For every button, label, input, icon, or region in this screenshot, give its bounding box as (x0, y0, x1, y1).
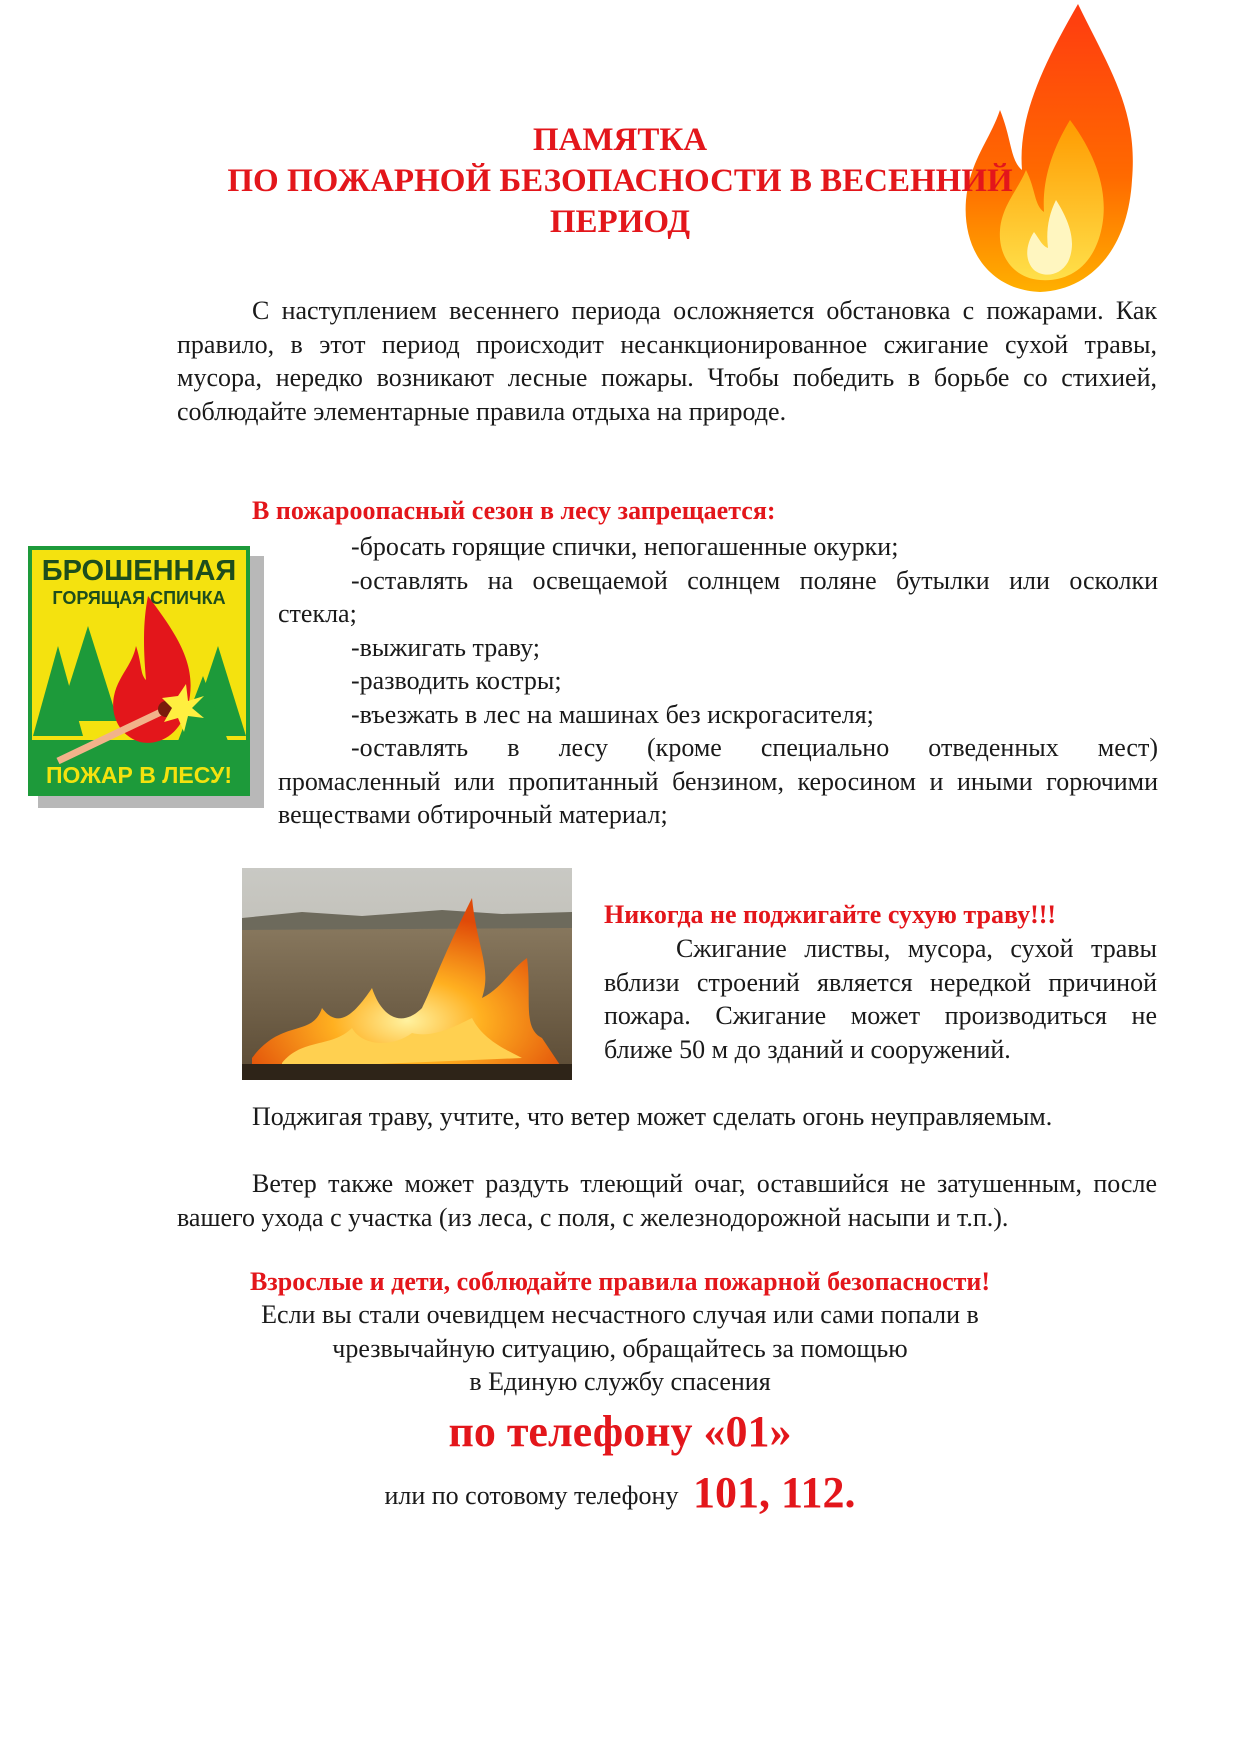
contact-line-2: чрезвычайную ситуацию, обращайтесь за помощью (332, 1333, 908, 1363)
poster-bottom-text: ПОЖАР В ЛЕСУ! (46, 762, 232, 788)
title-line-2: ПО ПОЖАРНОЙ БЕЗОПАСНОСТИ В ВЕСЕННИЙ (227, 163, 1013, 199)
list-item: -бросать горящие спички, непогашенные окурки; (351, 532, 899, 561)
cell-phone-line (160, 1468, 1080, 1521)
list-item: -въезжать в лес на машинах без искрогасителя; (351, 699, 874, 729)
poster-title-2: ГОРЯЩАЯ СПИЧКА (52, 588, 226, 608)
appeal-heading: Взрослые и дети, соблюдайте правила пожарной безопасности! (249, 1267, 991, 1296)
list-item: -разводить костры; (351, 666, 562, 695)
list-item: промасленный или пропитанный бензином, керосином и иными горючими веществами обтирочный материал; (278, 766, 1158, 829)
poster-title-1: БРОШЕННАЯ (41, 555, 237, 587)
wind-paragraph-1: Поджигая траву, учтите, что ветер может сделать огонь неуправляемым. (252, 1102, 1053, 1131)
burning-grass-photo (242, 868, 572, 1080)
list-item: стекла; (278, 599, 357, 628)
wind-paragraph-2: Ветер также может раздуть тлеющий очаг, оставшийся не затушенным, после вашего ухода с участка (из леса, с поля, с железнодорожной насыпи и т.п.). (177, 1169, 1157, 1232)
cell-phone-numbers: 101, 112. (692, 1468, 856, 1517)
emergency-phone: по телефону «01» (448, 1407, 792, 1456)
page-title (160, 120, 1080, 243)
list-item: -оставлять в лесу (кроме специально отведенных мест) (351, 733, 1158, 762)
intro-paragraph: С наступлением весеннего периода осложняется обстановка с пожарами. Как правило, в этот период происходит несанкционированное сжигание сухой травы, мусора, нередко возникают лесные пожары. Чтобы победить в борьбе со стихией, соблюдайте элементарные правила отдыха на природе. (177, 296, 1157, 426)
title-line-3: ПЕРИОД (549, 204, 691, 240)
forbidden-heading: В пожароопасный сезон в лесу запрещается: (252, 496, 776, 525)
title-line-1: ПАМЯТКА (532, 122, 708, 158)
forbidden-list (278, 530, 1158, 832)
grass-heading: Никогда не поджигайте сухую траву!!! (604, 900, 1057, 929)
cell-phone-label: или по сотовому телефону (384, 1481, 679, 1510)
list-item: -выжигать траву; (351, 632, 541, 662)
contact-line-3: в Единую службу спасения (469, 1367, 771, 1396)
grass-paragraph: Сжигание листвы, мусора, сухой травы вблизи строений является нередкой причиной пожара. Сжигание может производиться не ближе 50 м до зданий и сооружений. (604, 934, 1157, 1064)
contact-info (160, 1298, 1080, 1399)
list-item: -оставлять на освещаемой солнцем поляне бутылки или осколки (351, 565, 1158, 595)
contact-line-1: Если вы стали очевидцем несчастного случая или сами попали в (261, 1300, 979, 1329)
forest-fire-poster (28, 546, 264, 808)
